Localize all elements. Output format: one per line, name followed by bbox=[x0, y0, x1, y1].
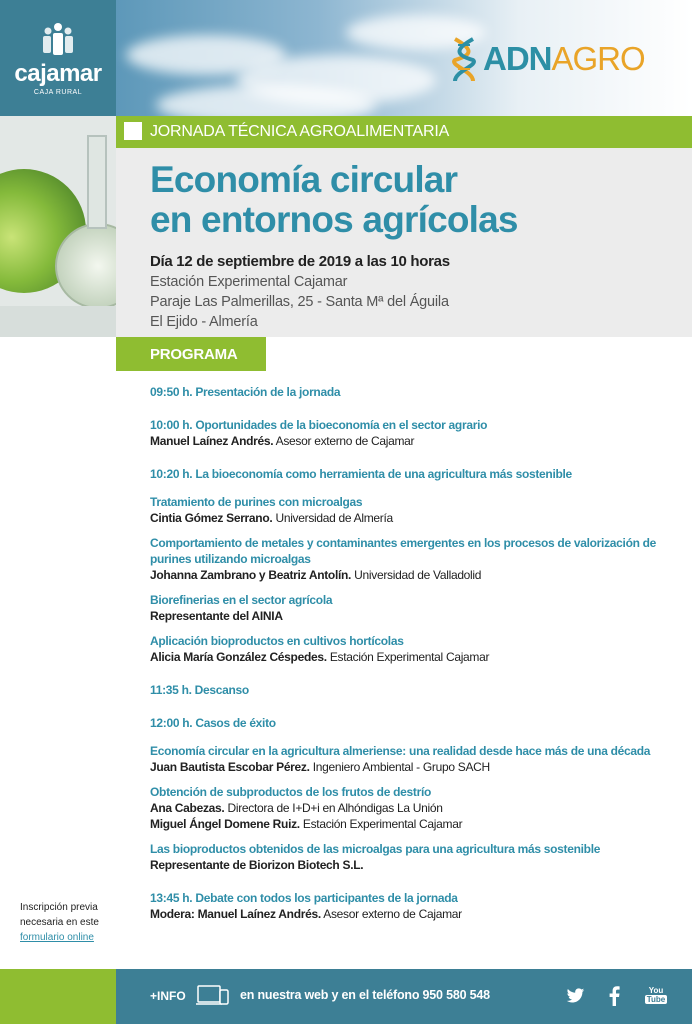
twitter-icon[interactable] bbox=[566, 988, 585, 1004]
program-item: 09:50 h. Presentación de la jornada bbox=[150, 385, 341, 399]
program-subitem: Tratamiento de purines con microalgas Cintia Gómez Serrano. Universidad de Almería bbox=[150, 495, 393, 525]
program-list bbox=[150, 384, 680, 939]
registration-form-link[interactable]: formulario online bbox=[20, 932, 94, 943]
cajamar-people-icon bbox=[38, 22, 78, 58]
event-title: Economía circular en entornos agrícolas bbox=[150, 159, 518, 240]
event-category: JORNADA TÉCNICA AGROALIMENTARIA bbox=[150, 123, 450, 140]
program-subitem: Comportamiento de metales y contaminantes emergentes en los procesos de valorización de purines utilizando microalgas Johanna Zambrano y Beatriz Antolín. Universidad de Valladolid bbox=[150, 536, 657, 582]
footer-accent bbox=[0, 969, 116, 1024]
devices-icon bbox=[196, 984, 230, 1008]
program-subitem: Aplicación bioproductos en cultivos hortícolas Alicia María González Céspedes. Estación Experimental Cajamar bbox=[150, 634, 490, 664]
program-subitem: Obtención de subproductos de los frutos de destrío Ana Cabezas. Directora de I+D+i en Alhóndigas La Unión Miguel Ángel Domene Ruiz. Estación Experimental Cajamar bbox=[150, 785, 463, 831]
cajamar-wordmark: cajamar bbox=[14, 60, 102, 87]
youtube-icon[interactable]: You Tube bbox=[646, 986, 666, 1004]
info-label: +INFO bbox=[150, 989, 186, 1003]
program-item: 13:45 h. Debate con todos los participantes de la jornada Modera: Manuel Laínez Andrés. Asesor externo de Cajamar bbox=[150, 891, 462, 921]
program-subitem: Las bioproductos obtenidos de las microalgas para una agricultura más sostenible Representante de Biorizon Biotech S.L. bbox=[150, 842, 601, 872]
cajamar-logo-panel bbox=[0, 0, 116, 116]
dna-helix-icon bbox=[451, 37, 477, 83]
info-text: en nuestra web y en el teléfono 950 580 548 bbox=[240, 988, 490, 1002]
program-item: 12:00 h. Casos de éxito bbox=[150, 716, 276, 730]
registration-note: Inscripción previa necesaria en este formulario online bbox=[20, 902, 99, 943]
event-venue: Estación Experimental Cajamar Paraje Las Palmerillas, 25 - Santa Mª del Águila El Ejido - Almería bbox=[150, 274, 449, 330]
adnagro-logo: ADNAGRO bbox=[483, 40, 645, 77]
program-subitem: Economía circular en la agricultura almeriense: una realidad desde hace más de una década Juan Bautista Escobar Pérez. Ingeniero Ambiental - Grupo SACH bbox=[150, 744, 651, 774]
facebook-icon[interactable] bbox=[609, 986, 620, 1006]
program-item: 11:35 h. Descanso bbox=[150, 683, 249, 697]
flask-photo bbox=[0, 116, 116, 337]
event-date: Día 12 de septiembre de 2019 a las 10 horas bbox=[150, 253, 450, 270]
program-item: 10:00 h. Oportunidades de la bioeconomía en el sector agrario Manuel Laínez Andrés. Asesor externo de Cajamar bbox=[150, 418, 488, 448]
category-square-icon bbox=[124, 122, 142, 140]
program-heading: PROGRAMA bbox=[150, 346, 238, 363]
caja-rural-subtitle: CAJA RURAL bbox=[33, 89, 83, 96]
program-subitem: Biorefinerias en el sector agrícola Representante del AINIA bbox=[150, 593, 333, 623]
program-item: 10:20 h. La bioeconomía como herramienta de una agricultura más sostenible bbox=[150, 467, 572, 481]
